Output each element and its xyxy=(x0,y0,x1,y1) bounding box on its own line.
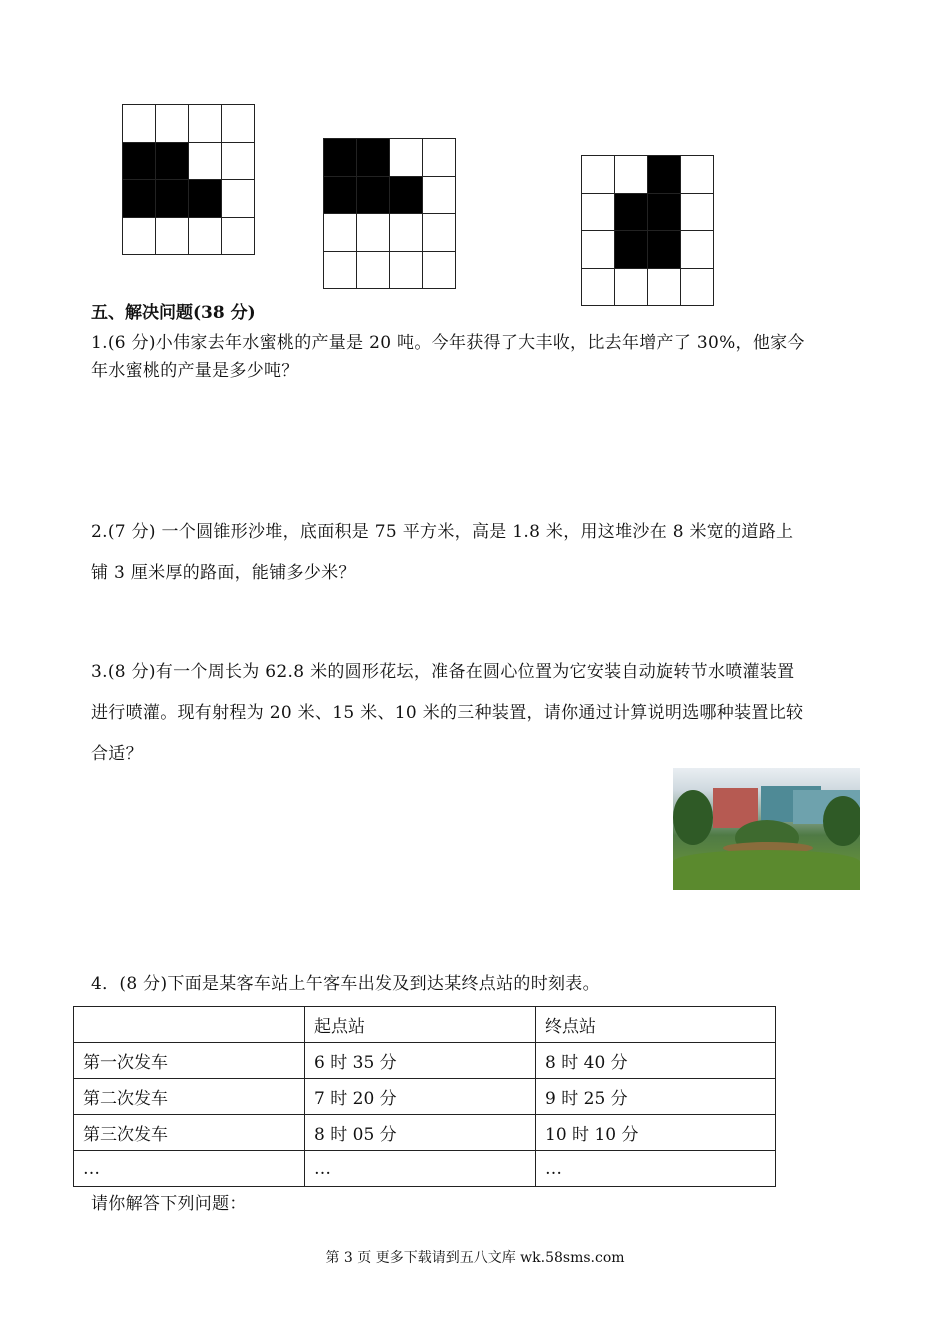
grid-cell-empty xyxy=(582,193,615,231)
schedule-table xyxy=(73,1006,776,1187)
grid-cell-filled xyxy=(189,180,222,218)
grid-cell-filled xyxy=(324,139,357,177)
grid-cell-empty xyxy=(615,268,648,306)
question-4: 4．(8 分)下面是某客车站上午客车出发及到达某终点站的时刻表。 xyxy=(91,974,600,994)
grid-cell-empty xyxy=(615,156,648,194)
grid-cell-filled xyxy=(357,139,390,177)
grid-cell-filled xyxy=(357,176,390,214)
grid-cell-filled xyxy=(156,142,189,180)
grid-cell-empty xyxy=(582,231,615,269)
grid-cell-filled xyxy=(648,156,681,194)
table-row xyxy=(74,1043,776,1079)
prompt-text: 请你解答下列问题： xyxy=(91,1194,247,1214)
grid-cell-filled xyxy=(123,180,156,218)
table-cell: 6 时 35 分 xyxy=(305,1043,536,1079)
grid-cell-empty xyxy=(189,105,222,143)
table-cell: 9 时 25 分 xyxy=(536,1079,776,1115)
grid-cell-empty xyxy=(681,193,714,231)
grid-row xyxy=(324,214,456,252)
table-cell: 第一次发车 xyxy=(74,1043,305,1079)
grid-figure-3 xyxy=(581,155,714,306)
table-cell: … xyxy=(536,1151,776,1187)
grid-cell-filled xyxy=(615,231,648,269)
grid-row xyxy=(123,217,255,255)
grid-cell-empty xyxy=(423,139,456,177)
grid-cell-empty xyxy=(582,156,615,194)
table-cell: 第三次发车 xyxy=(74,1115,305,1151)
grid-figure-1 xyxy=(122,104,255,255)
grid-cell-empty xyxy=(681,231,714,269)
question-2-line-2: 铺 3 厘米厚的路面，能铺多少米？ xyxy=(91,563,356,583)
grid-cell-empty xyxy=(156,217,189,255)
grid-cell-empty xyxy=(390,139,423,177)
question-2-line-1: 2.(7 分) 一个圆锥形沙堆，底面积是 75 平方米，高是 1.8 米，用这堆沙在 8 米宽的道路上 xyxy=(91,522,794,542)
grid-cell-empty xyxy=(423,251,456,289)
grid-row xyxy=(582,193,714,231)
page-footer: 第 3 页 更多下载请到五八文库 wk.58sms.com xyxy=(325,1250,625,1266)
grid-cell-filled xyxy=(123,142,156,180)
grid-cell-filled xyxy=(324,176,357,214)
table-cell: 10 时 10 分 xyxy=(536,1115,776,1151)
table-row xyxy=(74,1151,776,1187)
grid-cell-empty xyxy=(357,214,390,252)
table-cell: 7 时 20 分 xyxy=(305,1079,536,1115)
grid-cell-empty xyxy=(390,214,423,252)
grid-cell-empty xyxy=(222,142,255,180)
grid-cell-empty xyxy=(222,180,255,218)
question-2 xyxy=(91,512,793,594)
table-row xyxy=(74,1079,776,1115)
grid-cell-empty xyxy=(123,217,156,255)
question-1-line-1: 1.(6 分)小伟家去年水蜜桃的产量是 20 吨。今年获得了大丰收，比去年增产了 30%，他家今 xyxy=(91,333,805,353)
grid-cell-empty xyxy=(189,142,222,180)
grid-cell-filled xyxy=(390,176,423,214)
grid-row xyxy=(123,142,255,180)
table-cell: 终点站 xyxy=(536,1007,776,1043)
table-header-row xyxy=(74,1007,776,1043)
grid-row xyxy=(123,180,255,218)
table-cell: 8 时 40 分 xyxy=(536,1043,776,1079)
grid-cell-empty xyxy=(390,251,423,289)
grid-cell-empty xyxy=(222,217,255,255)
section-heading: 五、解决问题(38 分) xyxy=(91,303,256,323)
grid-row xyxy=(324,251,456,289)
grid-cell-empty xyxy=(357,251,390,289)
grid-cell-empty xyxy=(324,214,357,252)
grid-cell-empty xyxy=(156,105,189,143)
table-row xyxy=(74,1115,776,1151)
flower-bed-photo xyxy=(673,768,860,890)
grid-cell-empty xyxy=(423,176,456,214)
grid-cell-empty xyxy=(681,268,714,306)
grid-cell-empty xyxy=(222,105,255,143)
grid-row xyxy=(582,231,714,269)
question-1 xyxy=(91,325,805,389)
grid-cell-filled xyxy=(648,193,681,231)
question-1-line-2: 年水蜜桃的产量是多少吨？ xyxy=(91,361,299,381)
grid-row xyxy=(582,156,714,194)
grid-cell-filled xyxy=(156,180,189,218)
grid-row xyxy=(123,105,255,143)
question-3 xyxy=(91,652,803,775)
question-3-line-1: 3.(8 分)有一个周长为 62.8 米的圆形花坛，准备在圆心位置为它安装自动旋转节水喷灌装置 xyxy=(91,662,795,682)
grid-cell-empty xyxy=(123,105,156,143)
grid-cell-empty xyxy=(423,214,456,252)
table-cell: … xyxy=(305,1151,536,1187)
table-cell xyxy=(74,1007,305,1043)
question-3-line-3: 合适？ xyxy=(91,744,143,764)
table-cell: 起点站 xyxy=(305,1007,536,1043)
table-cell: … xyxy=(74,1151,305,1187)
grid-cell-empty xyxy=(648,268,681,306)
table-cell: 第二次发车 xyxy=(74,1079,305,1115)
grid-cell-filled xyxy=(648,231,681,269)
grid-cell-filled xyxy=(615,193,648,231)
question-3-line-2: 进行喷灌。现有射程为 20 米、15 米、10 米的三种装置，请你通过计算说明选哪种装置比较 xyxy=(91,703,804,723)
grid-row xyxy=(324,139,456,177)
grid-cell-empty xyxy=(189,217,222,255)
grid-row xyxy=(582,268,714,306)
grid-figure-2 xyxy=(323,138,456,289)
grid-cell-empty xyxy=(582,268,615,306)
grid-cell-empty xyxy=(681,156,714,194)
table-cell: 8 时 05 分 xyxy=(305,1115,536,1151)
grid-row xyxy=(324,176,456,214)
grid-cell-empty xyxy=(324,251,357,289)
